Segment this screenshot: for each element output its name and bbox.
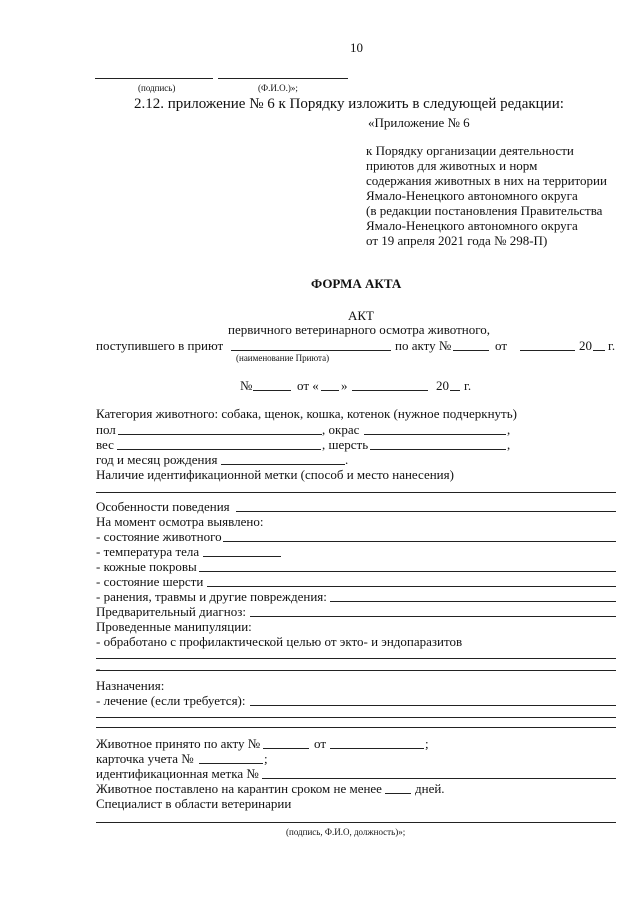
id-mark-line [96,492,616,493]
days-label: дней. [415,781,445,796]
appendix-line: приютов для животных и норм [366,158,538,173]
accepted-number-line [263,748,309,749]
fio-caption: (Ф.И.О.)»; [258,83,298,93]
num-ot: от « [297,378,319,393]
injury-line [330,601,616,602]
num-line [253,390,291,391]
coat-state-label: - состояние шерсти [96,574,204,589]
num-day-line [321,390,339,391]
appendix-line: Ямало-Ненецкого автономного округа [366,218,578,233]
skin-line [199,571,616,572]
semicolon: ; [425,736,429,751]
akt-date-line [520,350,575,351]
num-g: г. [464,378,472,393]
signature-caption: (подпись) [138,83,176,93]
manipulations-label: Проведенные манипуляции: [96,619,252,634]
akt-subtitle: первичного ветеринарного осмотра животного, [228,322,490,337]
color-label: , окрас [322,422,360,437]
dash: - [96,661,101,676]
appendix-line: содержания животных в них на территории [366,173,607,188]
signature-line [95,78,213,79]
specialist-sign-line [96,822,616,823]
temperature-label: - температура тела [96,544,200,559]
num-month-line [352,390,428,391]
shelter-caption: (наименование Приюта) [236,353,330,363]
weight-label: вес [96,437,114,452]
therapy-line [250,705,616,706]
weight-line [117,449,321,450]
birth-label: год и месяц рождения [96,452,218,467]
page-number: 10 [350,40,363,55]
akt-year-line [593,350,605,351]
coat-type-label: , шерсть [322,437,369,452]
sex-line [118,434,322,435]
appendix-title: «Приложение № 6 [368,115,470,130]
accepted-date-line [330,748,424,749]
specialist-label: Специалист в области ветеринарии [96,796,292,811]
separator-line [96,727,616,728]
num-year-line [450,390,460,391]
accepted-label: Животное принято по акту № [96,736,261,751]
appointments-label: Назначения: [96,678,165,693]
akt-line1-g: г. [608,338,616,353]
idmark-line [262,778,616,779]
akt-line1-mid: по акту № [395,338,452,353]
id-mark-label: Наличие идентификационной метки (способ и место нанесения) [96,467,454,482]
sex-label: пол [96,422,116,437]
comma: , [507,422,511,437]
diagnosis-line [250,616,616,617]
coat-state-line [207,586,616,587]
semicolon: ; [264,751,268,766]
num-year: 20 [436,378,449,393]
treated-line [96,658,616,659]
treated-line-2 [96,670,616,671]
form-title: ФОРМА АКТА [311,276,402,291]
shelter-name-line [231,350,391,351]
appendix-line: (в редакции постановления Правительства [366,203,603,218]
temperature-line [203,556,281,557]
comma: , [507,437,511,452]
appendix-line: Ямало-Ненецкого автономного округа [366,188,578,203]
found-label: На момент осмотра выявлено: [96,514,264,529]
therapy-line-2 [96,717,616,718]
quarantine-label: Животное поставлено на карантин сроком не менее [96,781,382,796]
sign-caption: (подпись, Ф.И.О, должность)»; [286,827,406,837]
akt-number-line [453,350,489,351]
color-line [364,434,506,435]
num-quote: » [341,378,348,393]
akt-line1-ot: от [495,338,508,353]
amendment-text: 2.12. приложение № 6 к Порядку изложить в следующей редакции: [134,96,564,112]
treated-label: - обработано с профилактической целью от экто- и эндопаразитов [96,634,463,649]
accepted-ot: от [314,736,327,751]
category-text: Категория животного: собака, щенок, кошка, котенок (нужное подчеркнуть) [96,406,517,421]
state-line [223,541,616,542]
fio-line [218,78,348,79]
behavior-label: Особенности поведения [96,499,230,514]
therapy-label: - лечение (если требуется): [96,693,246,708]
state-label: - состояние животного [96,529,222,544]
akt-line1-year: 20 [579,338,592,353]
appendix-line: к Порядку организации деятельности [366,143,574,158]
akt-title: АКТ [348,308,374,323]
behavior-line [236,511,616,512]
birth-line [221,464,345,465]
dot: . [345,452,349,467]
num-label: № [240,378,253,393]
diagnosis-label: Предварительный диагноз: [96,604,246,619]
idmark-label: идентификационная метка № [96,766,259,781]
coat-type-line [370,449,506,450]
akt-line1-prefix: поступившего в приют [96,338,224,353]
skin-label: - кожные покровы [96,559,197,574]
card-line [199,763,263,764]
quarantine-days-line [385,793,411,794]
card-label: карточка учета № [96,751,194,766]
appendix-line: от 19 апреля 2021 года № 298-П) [366,233,548,248]
injury-label: - ранения, травмы и другие повреждения: [96,589,327,604]
